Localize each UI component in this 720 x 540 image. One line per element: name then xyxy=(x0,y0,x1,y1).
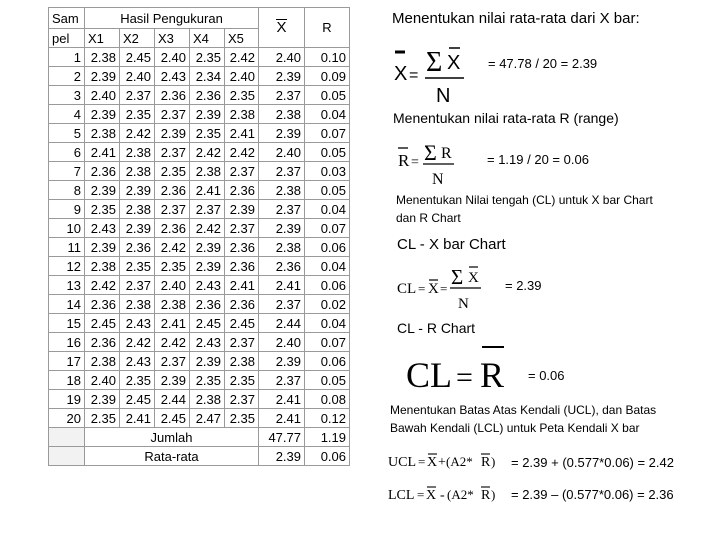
measurement-x2: 2.37 xyxy=(120,276,155,295)
measurement-x5: 2.35 xyxy=(225,409,259,428)
measurement-x4: 2.45 xyxy=(190,314,225,333)
s2-heading: Menentukan nilai rata-rata R (range) xyxy=(393,110,619,126)
table-row xyxy=(49,86,350,105)
s5-result: = 0.06 xyxy=(528,368,565,383)
measurement-x4: 2.38 xyxy=(190,390,225,409)
measurement-x4: 2.37 xyxy=(190,200,225,219)
table-row xyxy=(49,409,350,428)
measurement-x5: 2.37 xyxy=(225,162,259,181)
row-range: 0.08 xyxy=(305,390,350,409)
measurement-x3: 2.37 xyxy=(155,143,190,162)
measurement-x4: 2.43 xyxy=(190,276,225,295)
header-sample-top: Sam xyxy=(49,8,85,29)
table-row xyxy=(49,200,350,219)
s3-heading-line2: dan R Chart xyxy=(396,211,461,225)
row-mean: 2.41 xyxy=(259,409,305,428)
table-row xyxy=(49,352,350,371)
row-range: 0.04 xyxy=(305,257,350,276)
s4-cl: CL xyxy=(397,281,417,297)
measurement-x4: 2.36 xyxy=(190,86,225,105)
measurement-x2: 2.39 xyxy=(120,181,155,200)
s4-result: = 2.39 xyxy=(505,278,542,293)
measurement-x5: 2.39 xyxy=(225,200,259,219)
measurement-x1: 2.40 xyxy=(85,371,120,390)
measurement-x4: 2.39 xyxy=(190,238,225,257)
total-label: Jumlah xyxy=(85,428,259,447)
s6-heading-line2: Bawah Kendali (LCL) untuk Peta Kendali X bar xyxy=(390,421,640,435)
lcl-sign: - xyxy=(440,488,445,503)
s1-sigma: Σ xyxy=(426,47,443,78)
measurement-x4: 2.42 xyxy=(190,219,225,238)
row-mean: 2.39 xyxy=(259,352,305,371)
table-row xyxy=(49,276,350,295)
measurement-x1: 2.38 xyxy=(85,257,120,276)
table-row xyxy=(49,219,350,238)
row-mean: 2.39 xyxy=(259,124,305,143)
s1-heading: Menentukan nilai rata-rata dari X bar: xyxy=(392,10,640,27)
header-group: Hasil Pengukuran xyxy=(85,8,259,29)
sample-number: 18 xyxy=(49,371,85,390)
s5-cl: CL xyxy=(406,355,453,395)
measurement-x1: 2.35 xyxy=(85,409,120,428)
sample-number: 6 xyxy=(49,143,85,162)
measurement-x5: 2.37 xyxy=(225,219,259,238)
s4-denominator: N xyxy=(458,296,469,312)
row-mean: 2.44 xyxy=(259,314,305,333)
ucl-r: R xyxy=(481,455,491,470)
xbar-mean-formula xyxy=(392,38,482,106)
measurement-x2: 2.45 xyxy=(120,390,155,409)
sample-number: 9 xyxy=(49,200,85,219)
measurement-x5: 2.35 xyxy=(225,371,259,390)
s5-r: R xyxy=(480,355,505,395)
ucl-equals: = xyxy=(418,454,426,469)
header-col-x4: X4 xyxy=(190,29,225,48)
measurement-x3: 2.41 xyxy=(155,314,190,333)
s1-equals: = xyxy=(409,67,419,84)
measurement-x5: 2.41 xyxy=(225,124,259,143)
measurement-x1: 2.39 xyxy=(85,390,120,409)
measurement-x2: 2.42 xyxy=(120,333,155,352)
measurement-x1: 2.40 xyxy=(85,86,120,105)
average-range: 0.06 xyxy=(305,447,350,466)
table-row xyxy=(49,333,350,352)
s2-numerator: R xyxy=(441,145,452,162)
s2-equals: = xyxy=(411,155,419,170)
s2-sigma: Σ xyxy=(424,140,437,165)
measurement-x5: 2.41 xyxy=(225,276,259,295)
measurement-x2: 2.38 xyxy=(120,162,155,181)
measurement-x3: 2.36 xyxy=(155,219,190,238)
table-row xyxy=(49,238,350,257)
row-range: 0.07 xyxy=(305,219,350,238)
sample-number: 17 xyxy=(49,352,85,371)
measurement-x3: 2.39 xyxy=(155,371,190,390)
measurement-x1: 2.39 xyxy=(85,105,120,124)
row-mean: 2.37 xyxy=(259,371,305,390)
measurement-x2: 2.42 xyxy=(120,124,155,143)
s1-lhs: X xyxy=(394,63,408,85)
header-col-x2: X2 xyxy=(120,29,155,48)
header-col-x1: X1 xyxy=(85,29,120,48)
measurement-x4: 2.39 xyxy=(190,352,225,371)
measurement-x1: 2.35 xyxy=(85,200,120,219)
row-mean: 2.40 xyxy=(259,333,305,352)
lcl-result: = 2.39 – (0.577*0.06) = 2.36 xyxy=(511,487,674,502)
sample-number: 10 xyxy=(49,219,85,238)
row-range: 0.05 xyxy=(305,86,350,105)
measurement-x5: 2.35 xyxy=(225,86,259,105)
sample-number: 13 xyxy=(49,276,85,295)
sample-number: 16 xyxy=(49,333,85,352)
table-row xyxy=(49,48,350,67)
cl-r-formula xyxy=(404,340,514,395)
measurement-x1: 2.36 xyxy=(85,295,120,314)
average-mean: 2.39 xyxy=(259,447,305,466)
measurement-x1: 2.39 xyxy=(85,181,120,200)
s2-result: = 1.19 / 20 = 0.06 xyxy=(487,152,589,167)
measurement-x4: 2.36 xyxy=(190,295,225,314)
measurement-x2: 2.38 xyxy=(120,143,155,162)
row-mean: 2.37 xyxy=(259,295,305,314)
s4-equals-2: = xyxy=(440,281,448,296)
measurement-x1: 2.41 xyxy=(85,143,120,162)
row-mean: 2.40 xyxy=(259,48,305,67)
measurement-x3: 2.35 xyxy=(155,162,190,181)
measurement-x3: 2.38 xyxy=(155,295,190,314)
header-mean xyxy=(259,8,305,48)
row-range: 0.05 xyxy=(305,181,350,200)
s1-numerator: X xyxy=(447,52,461,74)
row-range: 0.07 xyxy=(305,333,350,352)
lcl-x: X xyxy=(426,488,437,503)
s4-numerator: X xyxy=(468,270,479,286)
measurement-x2: 2.38 xyxy=(120,295,155,314)
table-row xyxy=(49,371,350,390)
header-mean-symbol: X xyxy=(276,19,287,36)
row-mean: 2.36 xyxy=(259,257,305,276)
measurement-x5: 2.40 xyxy=(225,67,259,86)
table-row xyxy=(49,257,350,276)
measurement-x4: 2.35 xyxy=(190,371,225,390)
table-row xyxy=(49,67,350,86)
total-mean: 47.77 xyxy=(259,428,305,447)
measurement-x4: 2.39 xyxy=(190,105,225,124)
measurement-x5: 2.42 xyxy=(225,143,259,162)
measurement-x2: 2.35 xyxy=(120,257,155,276)
table-row xyxy=(49,390,350,409)
measurement-x3: 2.45 xyxy=(155,409,190,428)
ucl-close: ) xyxy=(491,454,496,469)
s6-heading-line1: Menentukan Batas Atas Kendali (UCL), dan Batas xyxy=(390,403,657,417)
measurement-x4: 2.41 xyxy=(190,181,225,200)
measurement-x2: 2.35 xyxy=(120,105,155,124)
row-range: 0.06 xyxy=(305,238,350,257)
row-mean: 2.37 xyxy=(259,162,305,181)
measurement-x3: 2.43 xyxy=(155,67,190,86)
average-row xyxy=(49,447,350,466)
measurement-x3: 2.40 xyxy=(155,276,190,295)
sample-number: 14 xyxy=(49,295,85,314)
measurement-x4: 2.39 xyxy=(190,257,225,276)
row-range: 0.07 xyxy=(305,124,350,143)
table-row xyxy=(49,124,350,143)
header-col-x3: X3 xyxy=(155,29,190,48)
table-row xyxy=(49,181,350,200)
measurement-x5: 2.36 xyxy=(225,181,259,200)
sample-number: 5 xyxy=(49,124,85,143)
lcl-r: R xyxy=(481,488,491,503)
measurement-x3: 2.36 xyxy=(155,181,190,200)
sample-number: 19 xyxy=(49,390,85,409)
measurement-x2: 2.36 xyxy=(120,238,155,257)
header-sample-bottom: pel xyxy=(49,29,85,48)
s4-heading: CL - X bar Chart xyxy=(397,236,506,253)
s5-heading: CL - R Chart xyxy=(397,320,476,336)
measurement-x2: 2.41 xyxy=(120,409,155,428)
measurement-x4: 2.43 xyxy=(190,333,225,352)
measurement-x4: 2.42 xyxy=(190,143,225,162)
measurement-x5: 2.37 xyxy=(225,333,259,352)
s2-denominator: N xyxy=(432,171,444,188)
s1-result: = 47.78 / 20 = 2.39 xyxy=(488,56,598,71)
measurement-x2: 2.38 xyxy=(120,200,155,219)
measurement-x3: 2.42 xyxy=(155,333,190,352)
row-mean: 2.41 xyxy=(259,390,305,409)
sample-number: 8 xyxy=(49,181,85,200)
ucl-x: X xyxy=(427,455,438,470)
measurement-x2: 2.43 xyxy=(120,352,155,371)
row-mean: 2.38 xyxy=(259,105,305,124)
s4-sigma: Σ xyxy=(451,265,464,289)
table-row xyxy=(49,143,350,162)
lcl-equals: = xyxy=(417,487,425,502)
s1-denominator: N xyxy=(436,85,451,106)
measurement-x1: 2.36 xyxy=(85,333,120,352)
row-range: 0.04 xyxy=(305,200,350,219)
row-mean: 2.40 xyxy=(259,143,305,162)
table-body xyxy=(49,8,350,466)
sample-number: 2 xyxy=(49,67,85,86)
measurement-x2: 2.43 xyxy=(120,314,155,333)
measurement-x3: 2.35 xyxy=(155,257,190,276)
measurement-x4: 2.35 xyxy=(190,48,225,67)
measurement-x5: 2.45 xyxy=(225,314,259,333)
measurement-x1: 2.39 xyxy=(85,67,120,86)
header-row-1 xyxy=(49,8,350,29)
row-mean: 2.41 xyxy=(259,276,305,295)
row-range: 0.04 xyxy=(305,105,350,124)
measurement-x3: 2.37 xyxy=(155,352,190,371)
measurement-x3: 2.44 xyxy=(155,390,190,409)
sample-number: 1 xyxy=(49,48,85,67)
row-mean: 2.37 xyxy=(259,86,305,105)
measurement-x2: 2.39 xyxy=(120,219,155,238)
measurement-table xyxy=(48,7,350,466)
measurement-x3: 2.37 xyxy=(155,105,190,124)
header-col-x5: X5 xyxy=(225,29,259,48)
measurement-x3: 2.37 xyxy=(155,200,190,219)
row-mean: 2.38 xyxy=(259,181,305,200)
measurement-x5: 2.36 xyxy=(225,295,259,314)
header-range: R xyxy=(305,8,350,48)
s3-heading-line1: Menentukan Nilai tengah (CL) untuk X bar Chart xyxy=(396,193,653,207)
row-range: 0.09 xyxy=(305,67,350,86)
rbar-mean-formula xyxy=(396,136,466,188)
row-range: 0.05 xyxy=(305,371,350,390)
ucl-a2: (A2* xyxy=(446,454,473,469)
s4-x: X xyxy=(428,281,439,297)
measurement-x4: 2.34 xyxy=(190,67,225,86)
measurement-x2: 2.40 xyxy=(120,67,155,86)
s4-equals-1: = xyxy=(418,281,426,296)
row-mean: 2.37 xyxy=(259,200,305,219)
total-range: 1.19 xyxy=(305,428,350,447)
measurement-x3: 2.39 xyxy=(155,124,190,143)
lcl-label: LCL xyxy=(388,488,415,503)
ucl-label: UCL xyxy=(388,455,416,470)
measurement-x5: 2.38 xyxy=(225,105,259,124)
table-row xyxy=(49,295,350,314)
measurement-x1: 2.45 xyxy=(85,314,120,333)
measurement-x3: 2.40 xyxy=(155,48,190,67)
ucl-result: = 2.39 + (0.577*0.06) = 2.42 xyxy=(511,455,674,470)
measurement-x5: 2.38 xyxy=(225,352,259,371)
row-range: 0.03 xyxy=(305,162,350,181)
row-range: 0.06 xyxy=(305,352,350,371)
lcl-a2: (A2* xyxy=(447,487,474,502)
measurement-x5: 2.42 xyxy=(225,48,259,67)
sample-number: 20 xyxy=(49,409,85,428)
sample-number: 15 xyxy=(49,314,85,333)
lcl-formula xyxy=(387,479,499,505)
measurement-x1: 2.38 xyxy=(85,124,120,143)
s2-lhs: R xyxy=(398,151,410,170)
measurement-x1: 2.43 xyxy=(85,219,120,238)
measurement-x4: 2.38 xyxy=(190,162,225,181)
s5-equals: = xyxy=(456,361,473,394)
measurement-x4: 2.47 xyxy=(190,409,225,428)
measurement-x3: 2.36 xyxy=(155,86,190,105)
sample-number: 4 xyxy=(49,105,85,124)
total-blank xyxy=(49,428,85,447)
row-mean: 2.38 xyxy=(259,238,305,257)
row-range: 0.12 xyxy=(305,409,350,428)
measurement-x1: 2.42 xyxy=(85,276,120,295)
average-blank xyxy=(49,447,85,466)
table-row xyxy=(49,314,350,333)
ucl-formula xyxy=(387,447,499,473)
sample-number: 12 xyxy=(49,257,85,276)
table-row xyxy=(49,162,350,181)
measurement-x1: 2.36 xyxy=(85,162,120,181)
table-row xyxy=(49,105,350,124)
cl-xbar-formula xyxy=(396,262,496,314)
measurement-x1: 2.38 xyxy=(85,48,120,67)
row-range: 0.10 xyxy=(305,48,350,67)
measurement-x1: 2.39 xyxy=(85,238,120,257)
measurement-x2: 2.35 xyxy=(120,371,155,390)
row-range: 0.04 xyxy=(305,314,350,333)
measurement-x5: 2.36 xyxy=(225,238,259,257)
ucl-sign: + xyxy=(438,455,446,470)
row-range: 0.02 xyxy=(305,295,350,314)
measurement-x4: 2.35 xyxy=(190,124,225,143)
sample-number: 11 xyxy=(49,238,85,257)
lcl-close: ) xyxy=(491,487,496,502)
row-range: 0.06 xyxy=(305,276,350,295)
measurement-x1: 2.38 xyxy=(85,352,120,371)
measurement-x2: 2.37 xyxy=(120,86,155,105)
sample-number: 3 xyxy=(49,86,85,105)
measurement-x3: 2.42 xyxy=(155,238,190,257)
sample-number: 7 xyxy=(49,162,85,181)
total-row xyxy=(49,428,350,447)
measurement-x5: 2.37 xyxy=(225,390,259,409)
row-range: 0.05 xyxy=(305,143,350,162)
measurement-x5: 2.36 xyxy=(225,257,259,276)
average-label: Rata-rata xyxy=(85,447,259,466)
row-mean: 2.39 xyxy=(259,219,305,238)
row-mean: 2.39 xyxy=(259,67,305,86)
measurement-x2: 2.45 xyxy=(120,48,155,67)
